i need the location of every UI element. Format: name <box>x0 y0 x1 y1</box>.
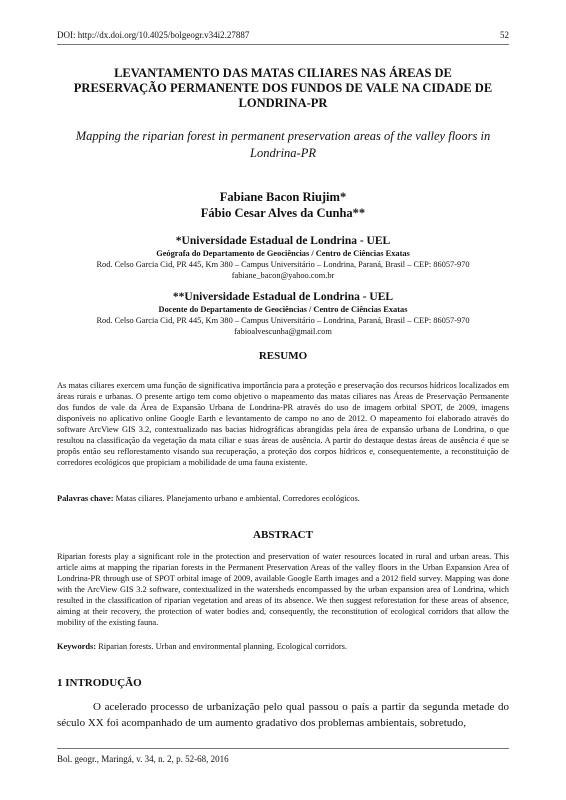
header-divider <box>57 44 509 45</box>
affiliation-email[interactable]: fabiane_bacon@yahoo.com.br <box>231 271 335 280</box>
author-name: Fabiane Bacon Riujim* <box>219 190 347 204</box>
introduction-text: O acelerado processo de urbanização pelo qual passou o país a partir da segunda metade do século XX foi acompanhado de um aumento gradativo dos problemas ambientais, sobretudo, <box>57 701 509 729</box>
affiliation-address: Rod. Celso Garcia Cid, PR 445, Km 380 – Campus Universitário – Londrina, Paraná, Brasil – CEP: 86057-970 <box>96 260 470 269</box>
keywords-text: Riparian forests. Urban and environmental planning. Ecological corridors. <box>98 642 348 651</box>
affiliation-address: Rod. Celso Garcia Cid, PR 445, Km 380 – Campus Universitário – Londrina, Paraná, Brasil – CEP: 86057-970 <box>96 316 470 325</box>
footer-divider <box>57 748 509 749</box>
article-subtitle: Mapping the riparian forest in permanent preservation areas of the valley floors in Londrina-PR <box>75 129 491 160</box>
author-name: Fábio Cesar Alves da Cunha** <box>200 206 366 220</box>
article-title: LEVANTAMENTO DAS MATAS CILIARES NAS ÁREAS DE PRESERVAÇÃO PERMANENTE DOS FUNDOS DE VALE NA CIDADE DE LONDRINA-PR <box>73 66 493 110</box>
abstract-heading: ABSTRACT <box>253 529 313 541</box>
page-footer: Bol. geogr., Maringá, v. 34, n. 2, p. 52-68, 2016 <box>57 754 229 764</box>
resumo-heading: RESUMO <box>258 350 308 362</box>
affiliation-university: *Universidade Estadual de Londrina - UEL <box>175 235 391 247</box>
affiliation-block <box>57 290 509 337</box>
abstract-keywords <box>57 641 509 652</box>
affiliation-role: Geógrafa do Departamento de Geociências / Centro de Ciências Exatas <box>156 249 410 258</box>
keywords-text: Matas ciliares. Planejamento urbano e ambiental. Corredores ecológicos. <box>115 494 360 503</box>
affiliation-email[interactable]: fabioalvescunha@gmail.com <box>234 327 332 336</box>
doi-link[interactable]: DOI: http://dx.doi.org/10.4025/bolgeogr.v34i2.27887 <box>57 30 250 40</box>
author-list <box>57 189 509 221</box>
introduction-heading: 1 INTRODUÇÃO <box>57 677 142 689</box>
resumo-keywords <box>57 493 509 504</box>
resumo-text: As matas ciliares exercem uma função de significativa importância para a proteção e preservação dos recursos hídricos localizados em áreas rurais e urbanas. O presente artigo tem como objetivo o mapeamento das matas ciliares nas Áreas de Preservação Permanente dos fundos de vale da Área de Expansão Urbana de Londrina-PR através do uso de imagem orbital SPOT, de 2009, imagens disponíveis no aplicativo online Google Earth e levantamento de campo no ano de 2012. O mapeamento foi elaborado através do software ArcView GIS 3.2, contextualizado nas bacias hidrográficas abrangidas pela área de expansão urbana de Londrina, o que resultou na classificação da vegetação da mata ciliar e suas áreas de ausência. A partir do destaque destas áreas de ausência é que se propôs então seu reflorestamento visando sua recuperação, a proteção dos corpos hídricos e, consequentemente, a reconstituição de corredores ecológicos que propiciam a mobilidade de uma fauna existente. <box>57 381 509 467</box>
keywords-label: Keywords: <box>57 642 97 651</box>
page-header <box>57 30 509 40</box>
affiliation-role: Docente do Departamento de Geociências / Centro de Ciências Exatas <box>158 305 408 314</box>
keywords-label: Palavras chave: <box>57 494 114 503</box>
page-number: 52 <box>500 30 509 40</box>
affiliation-block <box>57 234 509 281</box>
affiliation-university: **Universidade Estadual de Londrina - UEL <box>172 291 394 303</box>
abstract-text: Riparian forests play a significant role in the protection and preservation of water resources located in rural and urban areas. This article aims at mapping the riparian forests in the Permanent Preservation Areas of the valley floors in the Urban Expansion Area of Londrina-PR through use of SPOT orbital image of 2009, available Google Earth images and a 2012 field survey. Mapping was done with the ArcView GIS 3.2 software, contextualized in the watersheds encompassed by the urban expansion area of Londrina, which resulted in the classification of riparian vegetation and areas of its absence. We then suggest reforestation for these areas of absence, aiming at their recovery, the protection of water bodies and, consequently, the reconstitution of ecological corridors that allow the mobility of the existing fauna. <box>57 552 509 627</box>
